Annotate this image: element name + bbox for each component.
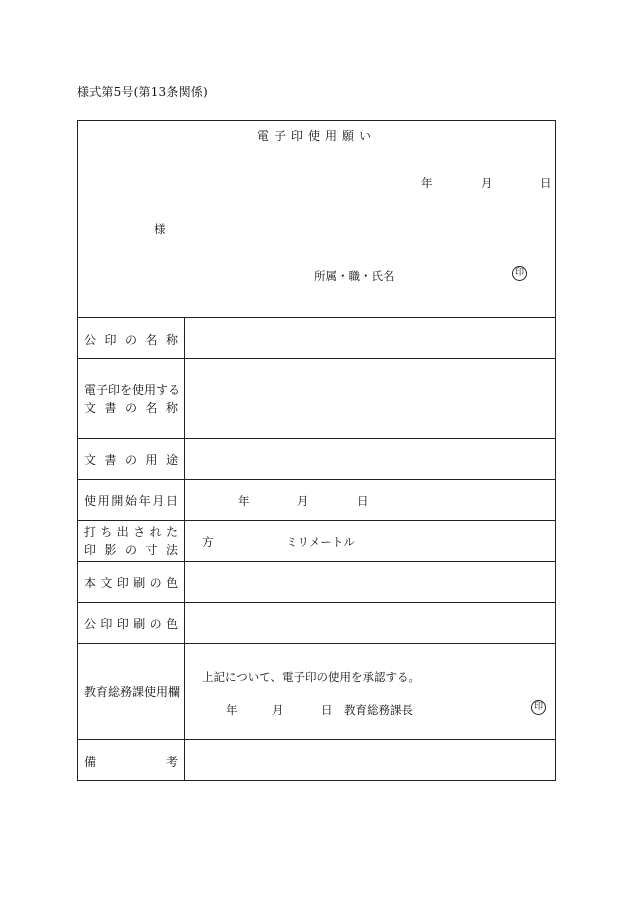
seal-name-label: 公印の名称 <box>84 333 178 347</box>
header-month-label: 月 <box>481 176 493 190</box>
print-size-unit: ミリメートル <box>286 535 355 549</box>
document-purpose-label: 文書の用途 <box>84 453 178 467</box>
divider <box>78 479 555 480</box>
approval-statement: 上記について、電子印の使用を承認する。 <box>202 670 421 684</box>
form-title: 電子印使用願い <box>256 129 376 143</box>
document-name-field[interactable] <box>185 359 555 438</box>
approval-label: 教育総務課使用欄 <box>84 685 181 699</box>
print-size-label: 打ち出された 印影の寸法 <box>84 525 178 557</box>
start-date-day: 日 <box>357 494 369 508</box>
remarks-field[interactable] <box>185 740 555 780</box>
body-color-label: 本文印刷の色 <box>84 576 178 590</box>
document-purpose-field[interactable] <box>185 439 555 479</box>
print-size-prefix: 方 <box>202 535 214 549</box>
approver-title: 教育総務課長 <box>344 703 413 717</box>
application-form <box>77 120 556 781</box>
start-date-year: 年 <box>238 494 250 508</box>
approver-seal-icon: 印 <box>531 700 546 715</box>
approval-year: 年 <box>226 703 238 717</box>
form-number: 様式第5号(第13条関係) <box>77 85 208 99</box>
document-name-label: 電子印を使用する 文書の名称 <box>84 383 181 415</box>
divider <box>78 643 555 644</box>
start-date-month: 月 <box>297 494 309 508</box>
remarks-label-first: 備 <box>84 755 97 769</box>
body-color-field[interactable] <box>185 562 555 602</box>
applicant-label: 所属・職・氏名 <box>314 269 395 283</box>
approval-day: 日 <box>321 703 333 717</box>
approval-month: 月 <box>272 703 284 717</box>
remarks-label-second: 考 <box>166 755 179 769</box>
header-day-label: 日 <box>540 176 552 190</box>
addressee-honorific: 様 <box>154 222 166 236</box>
seal-name-field[interactable] <box>185 318 555 358</box>
divider <box>78 520 555 521</box>
applicant-seal-icon: 印 <box>512 266 527 281</box>
header-year-label: 年 <box>421 176 433 190</box>
start-date-label: 使用開始年月日 <box>84 494 178 508</box>
seal-color-field[interactable] <box>185 603 555 643</box>
seal-color-label: 公印印刷の色 <box>84 617 178 631</box>
